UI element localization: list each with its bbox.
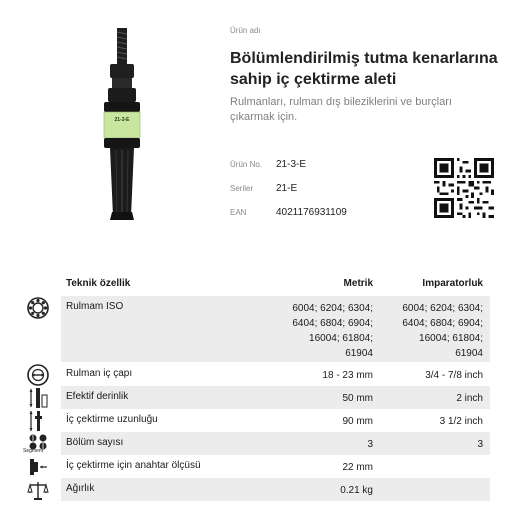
spec-name: Efektif derinlik <box>66 391 129 402</box>
imperial-line: 6004; 6204; 6304; <box>402 303 483 314</box>
wrench-size-icon <box>27 456 49 478</box>
header-imperial: Imparatorluk <box>422 278 483 289</box>
spec-metric-value: 3 <box>367 439 373 450</box>
metric-line: 61904 <box>345 348 373 359</box>
weight-scale-icon <box>27 479 49 501</box>
spec-row-segments <box>0 432 520 455</box>
header-metric: Metrik <box>343 278 373 289</box>
bearing-icon <box>27 297 49 319</box>
description-line-1: Rulmanları, rulman dış bileziklerini ve burçları <box>230 96 452 108</box>
metric-line: 6004; 6204; 6304; <box>292 303 373 314</box>
effective-depth-icon <box>27 387 49 409</box>
series-value: 21-E <box>276 183 298 194</box>
ean-label: EAN <box>230 208 247 217</box>
product-name-label: Ürün adı <box>230 26 261 35</box>
spec-name: İç çektirme için anahtar ölçüsü <box>66 460 201 471</box>
spec-name: Rulmam ISO <box>66 301 124 312</box>
spec-metric-value: 50 mm <box>342 393 373 404</box>
qr-code[interactable] <box>434 158 494 218</box>
spec-metric-value: 90 mm <box>342 416 373 427</box>
imperial-line: 61904 <box>455 348 483 359</box>
spec-table-header <box>0 275 520 293</box>
spec-name: Ağırlık <box>66 483 95 494</box>
tool-band-label: 21-3-E <box>114 117 130 123</box>
spec-row-wrench-size <box>0 455 520 478</box>
metric-line: 16004; 61804; <box>309 333 373 344</box>
spec-name: İç çektirme uzunluğu <box>66 414 158 425</box>
product-number-value: 21-3-E <box>276 159 307 170</box>
segment-icon-caption: Segment <box>23 448 44 454</box>
spec-imperial-value: 3 <box>477 439 483 450</box>
spec-imperial-value: 2 inch <box>456 393 483 404</box>
spec-name: Bölüm sayısı <box>66 437 124 448</box>
product-number-label: Ürün No. <box>230 160 263 169</box>
spec-row-inner-diameter <box>0 363 520 386</box>
bearing-inner-diameter-icon <box>27 364 49 386</box>
spec-row-bearing-iso <box>0 296 520 362</box>
metric-line: 6404; 6804; 6904; <box>292 318 373 329</box>
spec-row-weight <box>0 478 520 501</box>
title-line-2: sahip iç çektirme aleti <box>230 71 397 88</box>
header-spec: Teknik özellik <box>66 278 131 289</box>
spec-row-puller-length <box>0 409 520 432</box>
description-line-2: çıkarmak için. <box>230 111 298 123</box>
product-image <box>92 28 152 223</box>
spec-metric-value: 0.21 kg <box>340 485 373 496</box>
series-label: Seriler <box>230 184 254 193</box>
spec-name: Rulman iç çapı <box>66 368 133 379</box>
spec-imperial-value <box>383 301 483 361</box>
spec-imperial-value: 3 1/2 inch <box>439 416 483 427</box>
ean-value: 4021176931109 <box>276 207 347 218</box>
imperial-line: 16004; 61804; <box>419 333 483 344</box>
spec-metric-value <box>273 301 373 361</box>
page-title <box>230 48 515 90</box>
puller-length-icon <box>27 410 49 432</box>
product-description <box>230 95 480 125</box>
spec-row-effective-depth <box>0 386 520 409</box>
spec-metric-value: 18 - 23 mm <box>322 370 373 381</box>
spec-imperial-value: 3/4 - 7/8 inch <box>425 370 483 381</box>
imperial-line: 6404; 6804; 6904; <box>402 318 483 329</box>
spec-table <box>0 296 520 501</box>
title-line-1: Bölümlendirilmiş tutma kenarlarına <box>230 50 498 67</box>
spec-metric-value: 22 mm <box>342 462 373 473</box>
